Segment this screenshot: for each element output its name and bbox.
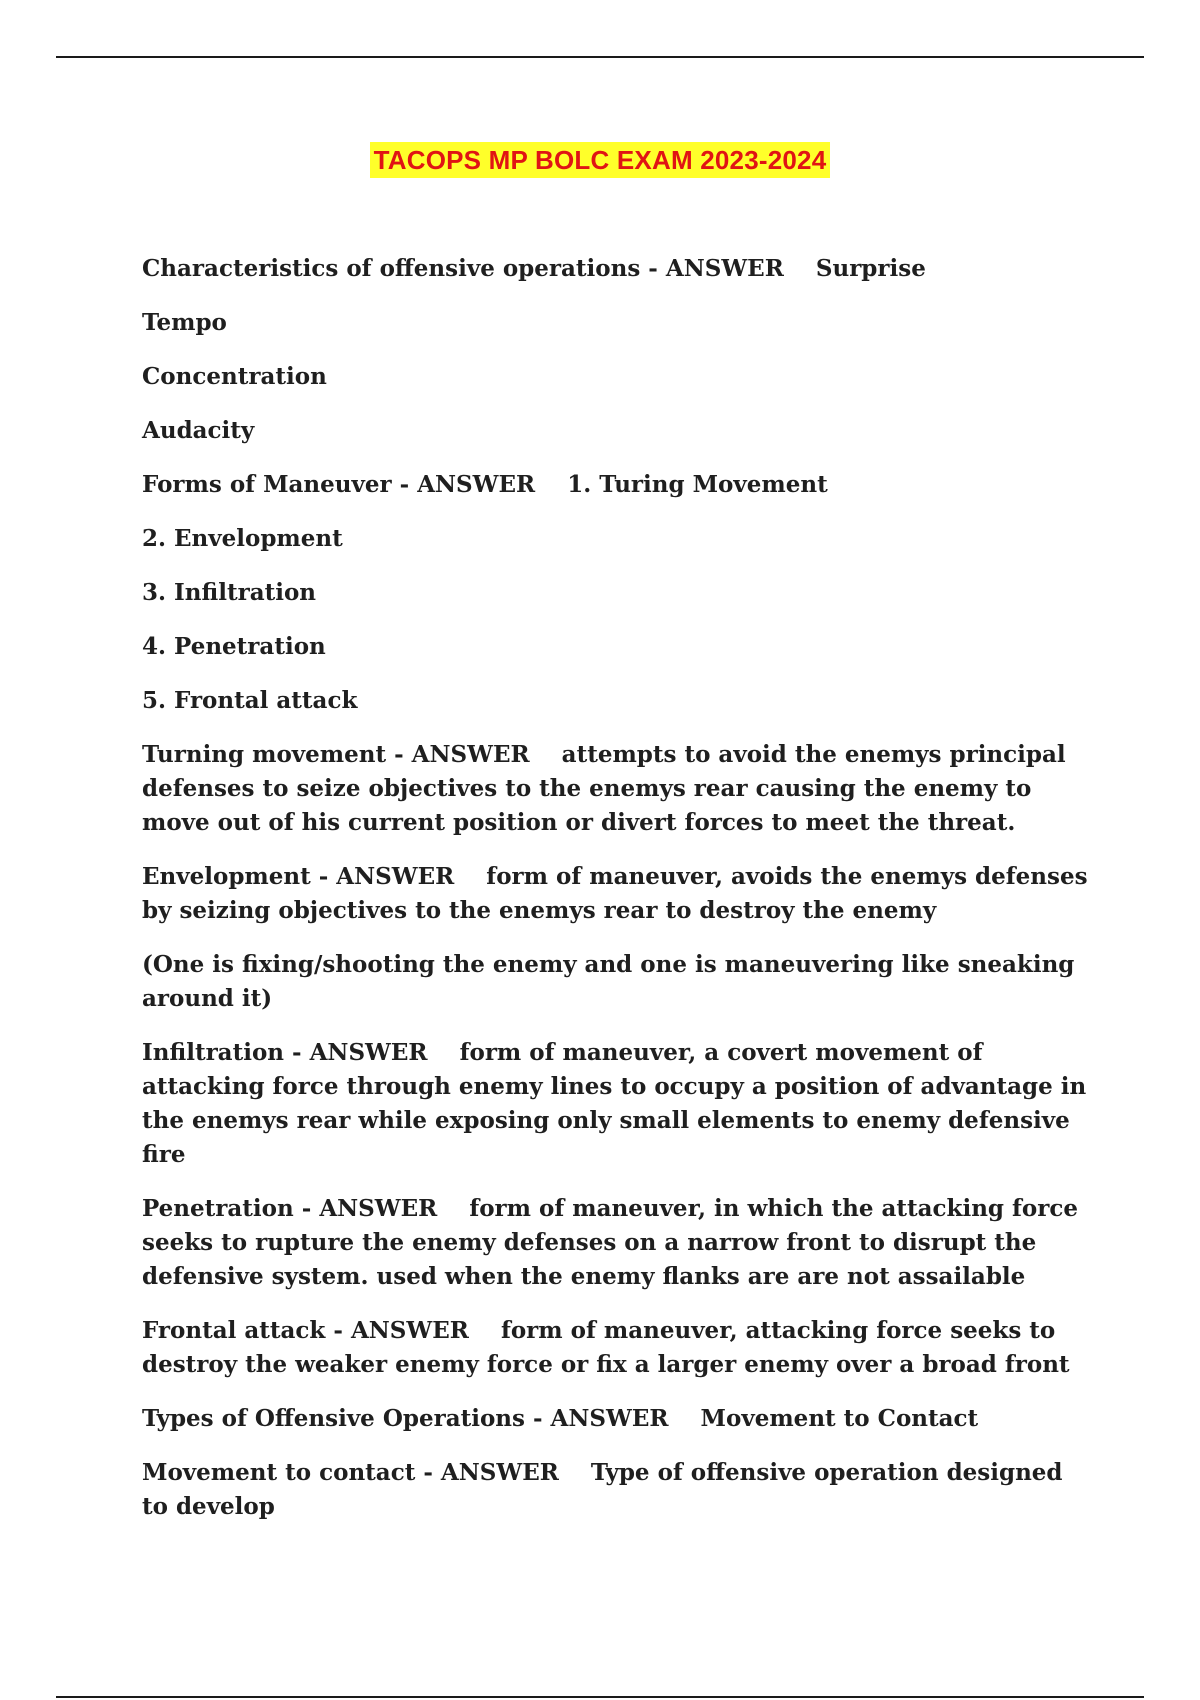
entry-answer: form of maneuver, attacking force seeks to destroy the weaker enemy force or fix a larger enemy over a broad front (142, 1317, 1070, 1378)
answer-label: ANSWER (319, 1195, 438, 1222)
qa-entry: Movement to contact - ANSWER Type of offensive operation designed to develop (142, 1459, 1063, 1520)
answer-label: ANSWER (309, 1039, 428, 1066)
answer-label: ANSWER (550, 1405, 669, 1432)
entry-answer: Movement to Contact (700, 1405, 979, 1432)
answer-label: ANSWER (336, 863, 455, 890)
entry-answer: form of maneuver, in which the attacking force seeks to rupture the enemy defenses on a narrow front to disrupt the defensive system. used when the enemy flanks are are not assailable (142, 1195, 1079, 1290)
bottom-rule (56, 1696, 1144, 1698)
qa-entry: Infiltration - ANSWER form of maneuver, a covert movement of attacking force through enemy lines to occupy a position of advantage in the enemys rear while exposing only small elements to enemy defensive fire (142, 1039, 1087, 1168)
entry-term: Penetration (142, 1195, 294, 1222)
qa-entry: Penetration - ANSWER form of maneuver, in which the attacking force seeks to rupture the enemy defenses on a narrow front to disrupt the defensive system. used when the enemy flanks are are not assailable (142, 1195, 1079, 1290)
qa-entry: Forms of Maneuver - ANSWER 1. Turing Movement (142, 471, 828, 498)
entry-answer: form of maneuver, a covert movement of attacking force through enemy lines to occupy a position of advantage in the enemys rear while exposing only small elements to enemy defensive fire (142, 1039, 1087, 1168)
document-title: TACOPS MP BOLC EXAM 2023-2024 (370, 142, 831, 178)
list-item: 2. Envelopment (142, 525, 343, 552)
entry-term: Characteristics of offensive operations (142, 255, 641, 282)
entry-term: Frontal attack (142, 1317, 326, 1344)
entry-term: Envelopment (142, 863, 311, 890)
entry-term: Movement to contact (142, 1459, 416, 1486)
answer-label: ANSWER (440, 1459, 559, 1486)
entry-answer: form of maneuver, avoids the enemys defenses by seizing objectives to the enemys rear to destroy the enemy (142, 863, 1088, 924)
entry-answer: 1. Turing Movement (567, 471, 828, 498)
list-item: Tempo (142, 309, 227, 336)
entry-term: Infiltration (142, 1039, 285, 1066)
title-block (0, 142, 1200, 178)
qa-entry: Characteristics of offensive operations - ANSWER Surprise (142, 255, 926, 282)
entry-term: Types of Offensive Operations (142, 1405, 525, 1432)
qa-entry: Envelopment - ANSWER form of maneuver, avoids the enemys defenses by seizing objectives to the enemys rear to destroy the enemy (142, 863, 1088, 924)
entry-answer: Surprise (815, 255, 926, 282)
answer-label: ANSWER (417, 471, 536, 498)
top-rule (56, 56, 1144, 58)
document-body (142, 252, 1092, 1544)
list-item: 3. Infiltration (142, 579, 317, 606)
qa-entry: Types of Offensive Operations - ANSWER Movement to Contact (142, 1405, 979, 1432)
qa-entry: Turning movement - ANSWER attempts to avoid the enemys principal defenses to seize objectives to the enemys rear causing the enemy to move out of his current position or divert forces to meet the threat. (142, 741, 1066, 836)
entry-answer: attempts to avoid the enemys principal defenses to seize objectives to the enemys rear causing the enemy to move out of his current position or divert forces to meet the threat. (142, 741, 1066, 836)
entry-term: Forms of Maneuver (142, 471, 392, 498)
list-item: 4. Penetration (142, 633, 326, 660)
entry-term: Turning movement (142, 741, 387, 768)
list-item: Audacity (142, 417, 255, 444)
answer-label: ANSWER (411, 741, 530, 768)
answer-label: ANSWER (350, 1317, 469, 1344)
qa-entry: Frontal attack - ANSWER form of maneuver, attacking force seeks to destroy the weaker enemy force or fix a larger enemy over a broad front (142, 1317, 1070, 1378)
entry-answer: Type of offensive operation designed to develop (142, 1459, 1063, 1520)
answer-label: ANSWER (665, 255, 784, 282)
list-item: 5. Frontal attack (142, 687, 358, 714)
list-item: Concentration (142, 363, 327, 390)
note-text: (One is fixing/shooting the enemy and one is maneuvering like sneaking around it) (142, 951, 1075, 1012)
